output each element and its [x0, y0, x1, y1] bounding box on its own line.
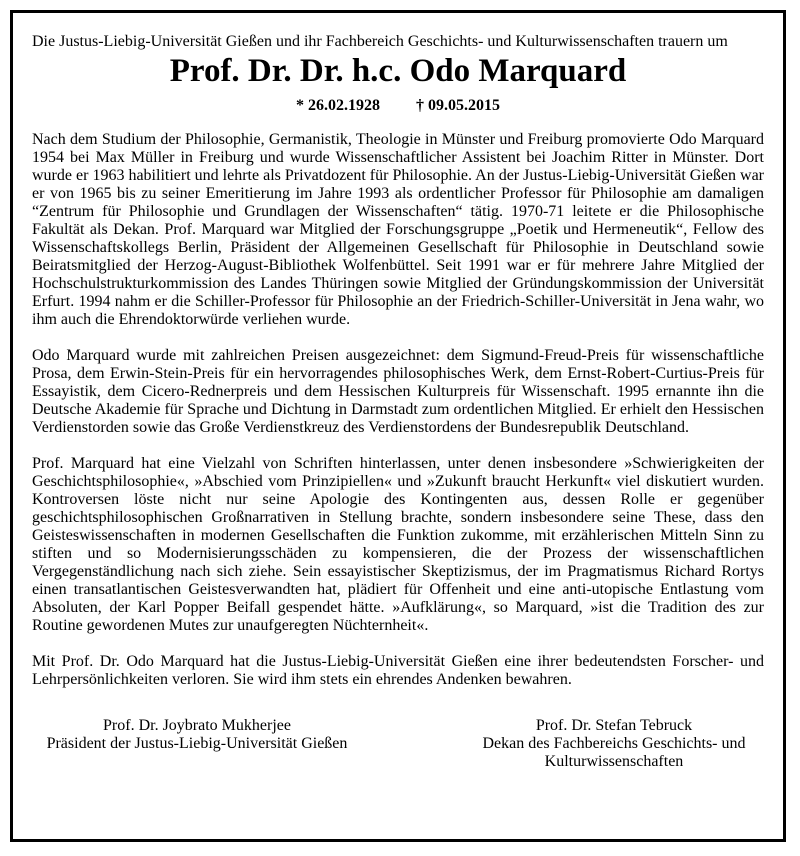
obituary-notice: [10, 10, 786, 842]
birth-symbol: *: [296, 97, 304, 114]
signatures: [32, 717, 764, 771]
paragraph-closing: Mit Prof. Dr. Odo Marquard hat die Justus-Liebig-Universität Gießen eine ihrer bedeutendsten Forscher- und Lehrpersönlichkeiten verloren. Sie wird ihm stets ein ehrendes Andenken bewahren.: [32, 653, 764, 688]
paragraph-awards: Odo Marquard wurde mit zahlreichen Preisen ausgezeichnet: dem Sigmund-Freud-Preis für wissenschaftliche Prosa, dem Erwin-Stein-Preis für ein hervorragendes philosophisches Werk, dem Ernst-Robert-Curtius-Preis für Essayistik, dem Cicero-Rednerpreis und dem Hessischen Kulturpreis für Wissenschaft. 1995 ernannte ihn die Deutsche Akademie für Sprache und Dichtung in Darmstadt zum ordentlichen Mitglied. Er erhielt den Hessischen Verdienstorden sowie das Große Verdienstkreuz des Verdienstordens der Bundesrepublik Deutschland.: [32, 347, 764, 436]
life-dates: [32, 97, 764, 115]
birth-date: 26.02.1928: [308, 97, 380, 114]
deceased-name: Prof. Dr. Dr. h.c. Odo Marquard: [169, 53, 627, 89]
death-date: 09.05.2015: [428, 97, 500, 114]
signature-title: Dekan des Fachbereichs Geschichts- und Kulturwissenschaften: [482, 735, 746, 770]
signature-dean: [464, 717, 764, 771]
death-symbol: †: [416, 97, 424, 114]
signature-name: Prof. Dr. Joybrato Mukherjee: [103, 717, 291, 734]
intro-text: Die Justus-Liebig-Universität Gießen und ihr Fachbereich Geschichts- und Kulturwissenschaften trauern um: [32, 33, 728, 50]
signature-president: [32, 717, 362, 771]
paragraph-works: Prof. Marquard hat eine Vielzahl von Schriften hinterlassen, unter denen insbesondere »Schwierigkeiten der Geschichtsphilosophie«, »Abschied vom Prinzipiellen« und »Zukunft braucht Herkunft« viel diskutiert wurden. Kontroversen löste nicht nur seine Apologie des Kontingenten aus, dessen Rolle er gegenüber geschichtsphilosophischen Großnarrativen in Stellung brachte, sondern insbesondere seine These, dass den Geisteswissenschaften in modernen Gesellschaften die Funktion zukomme, mit erzählerischen Mitteln Sinn zu stiften und so Modernisierungsschäden zu kompensieren, die der Prozess der wissenschaftlichen Vergegenständlichung nach sich ziehe. Sein essayistischer Skeptizismus, der im Pragmatismus Richard Rortys einen transatlantischen Geistesverwandten hat, plädiert für Offenheit und eine anti-utopische Entlastung vom Absoluten, der Karl Popper Beifall gespendet hätte. »Aufklärung«, so Marquard, »ist die Tradition des zur Routine gewordenen Mutes zur unaufgeregten Nüchternheit«.: [32, 455, 764, 634]
paragraph-career: Nach dem Studium der Philosophie, Germanistik, Theologie in Münster und Freiburg promovierte Odo Marquard 1954 bei Max Müller in Freiburg und wurde Wissenschaftlicher Assistent bei Joachim Ritter in Münster. Dort wurde er 1963 habilitiert und lehrte als Privatdozent für Philosophie. An der Justus-Liebig-Universität Gießen war er von 1965 bis zu seiner Emeritierung im Jahre 1993 als ordentlicher Professor für Philosophie am damaligen “Zentrum für Philosophie und Grundlagen der Wissenschaften“ tätig. 1970-71 leitete er die Philosophische Fakultät als Dekan. Prof. Marquard war Mitglied der Forschungsgruppe „Poetik und Hermeneutik“, Fellow des Wissenschaftskollegs Berlin, Präsident der Allgemeinen Gesellschaft für Philosophie in Deutschland sowie Beiratsmitglied der Herzog-August-Bibliothek Wolfenbüttel. Seit 1991 war er für mehrere Jahre Mitglied der Hochschulstrukturkommission des Landes Thüringen sowie Mitglied der Gründungskommission der Universität Erfurt. 1994 nahm er die Schiller-Professor für Philosophie an der Friedrich-Schiller-Universität in Jena wahr, wo ihm auch die Ehrendoktorwürde verliehen wurde.: [32, 131, 764, 328]
signature-title: Präsident der Justus-Liebig-Universität Gießen: [46, 735, 348, 752]
signature-name: Prof. Dr. Stefan Tebruck: [535, 717, 693, 734]
